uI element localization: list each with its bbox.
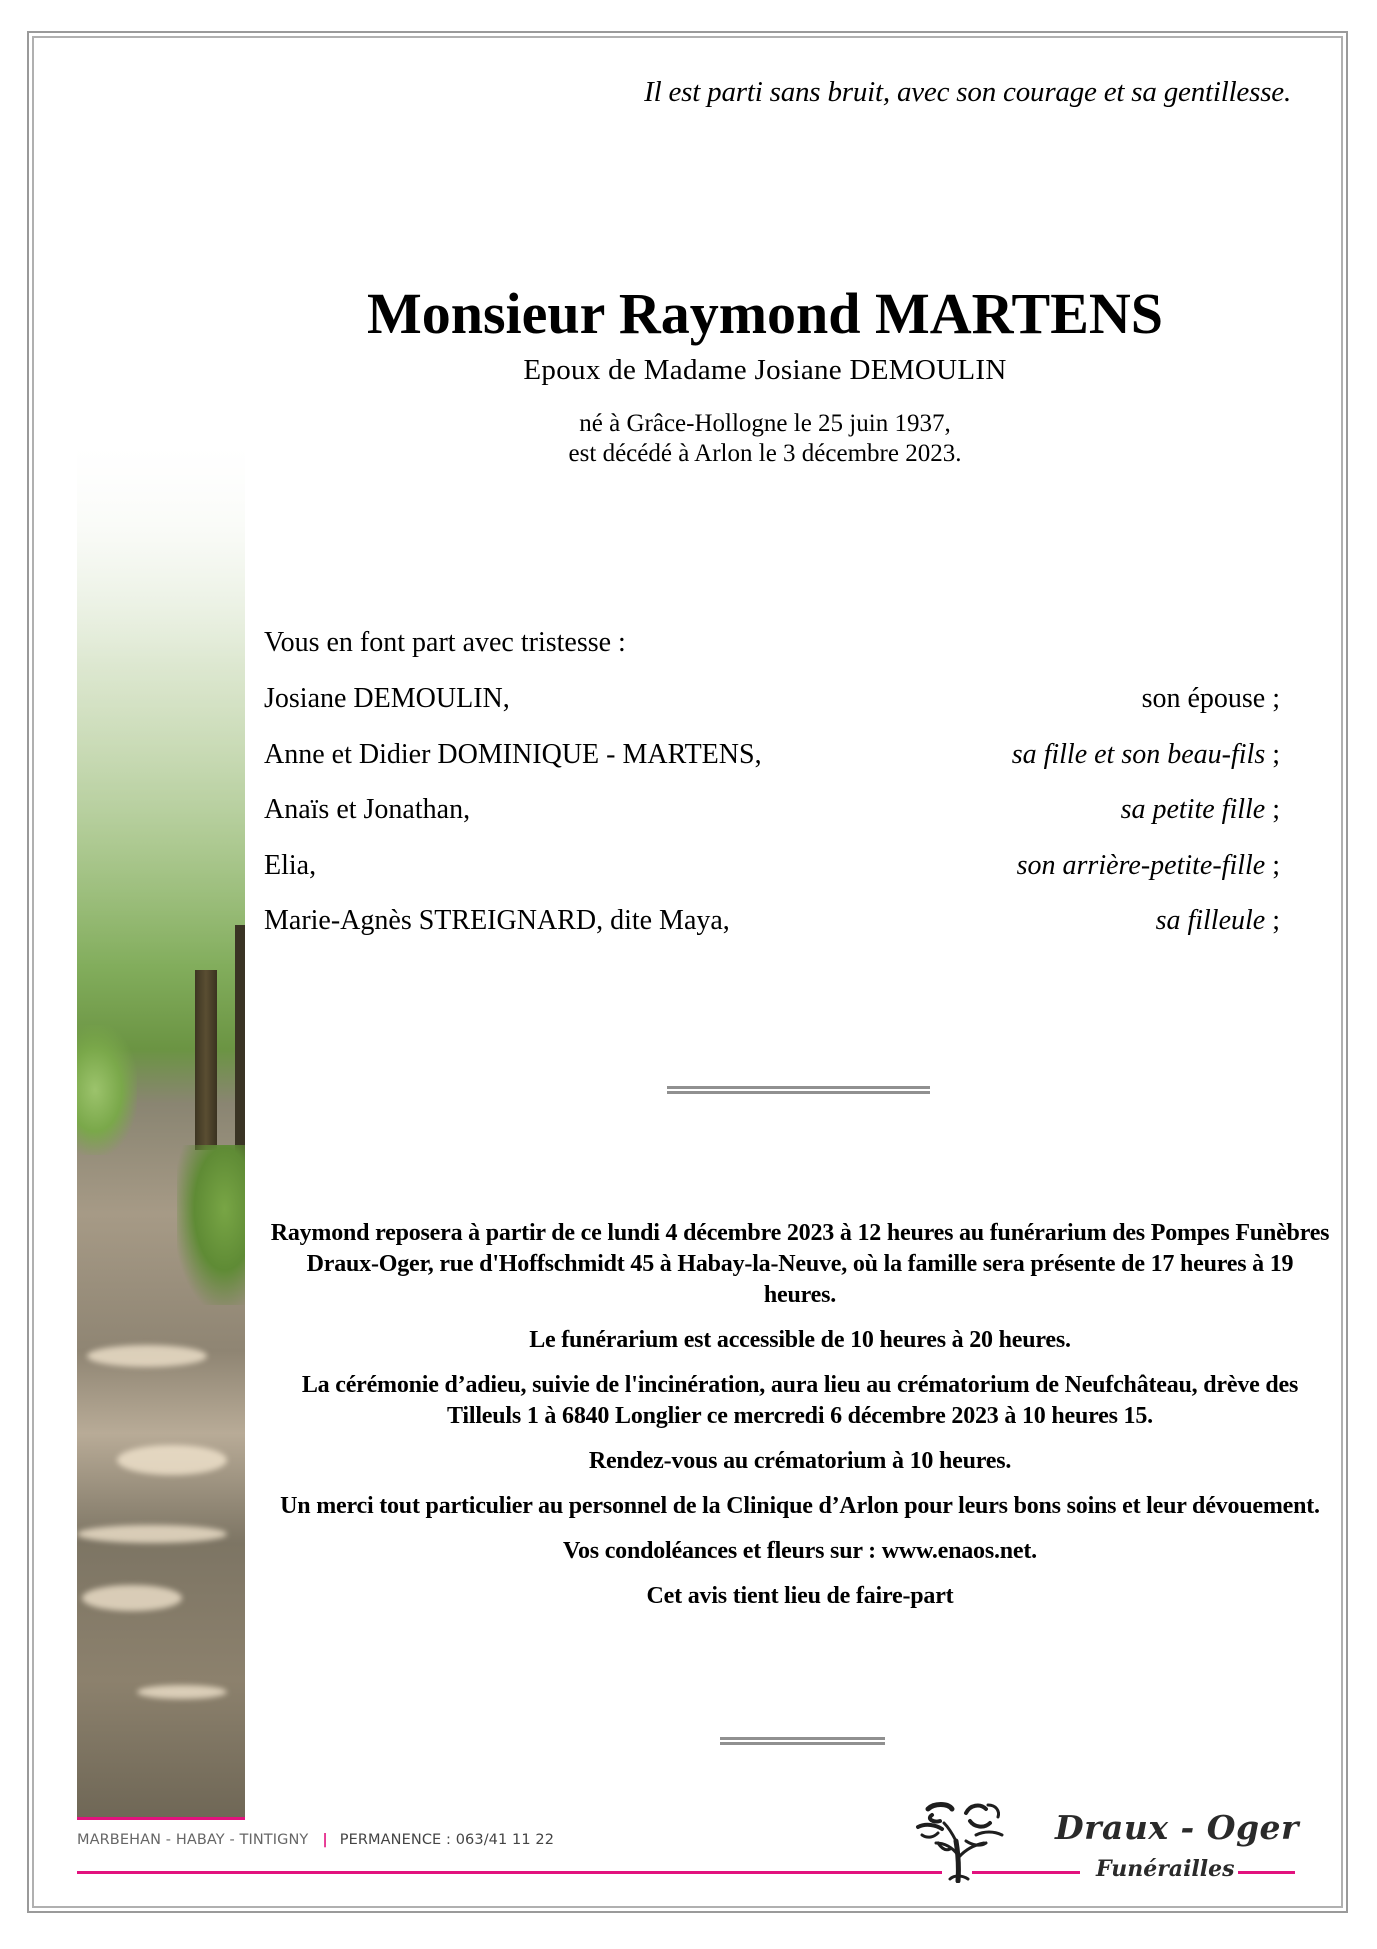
member-relation: sa fille et son beau-fils ; bbox=[1011, 738, 1280, 770]
member-relation: son épouse ; bbox=[1141, 683, 1280, 714]
death-line: est décédé à Arlon le 3 décembre 2023. bbox=[568, 440, 962, 467]
info-funerarium-hours: Le funérarium est accessible de 10 heures à 20 heures. bbox=[529, 1327, 1071, 1353]
info-condolences: Vos condoléances et fleurs sur : www.enaos.net. bbox=[563, 1538, 1037, 1564]
info-notice: Cet avis tient lieu de faire-part bbox=[646, 1583, 954, 1609]
member-relation: sa filleule ; bbox=[1155, 905, 1280, 936]
member-name: Anne et Didier DOMINIQUE - MARTENS, bbox=[264, 738, 762, 770]
family-member bbox=[264, 737, 1280, 793]
photo-light-patch bbox=[87, 1345, 207, 1367]
birth-line: né à Grâce-Hollogne le 25 juin 1937, bbox=[579, 410, 951, 437]
footer-pipe: | bbox=[322, 1832, 328, 1848]
epitaph-quote: Il est parti sans bruit, avec son courage et sa gentillesse. bbox=[644, 76, 1291, 108]
info-thanks: Un merci tout particulier au personnel de la Clinique d’Arlon pour leurs bons soins et leur dévouement. bbox=[280, 1493, 1320, 1519]
member-relation: sa petite fille ; bbox=[1120, 794, 1280, 825]
family-member bbox=[264, 681, 1280, 737]
double-line-divider bbox=[720, 1737, 885, 1745]
family-intro: Vous en font part avec tristesse : bbox=[264, 627, 626, 658]
footer-contact bbox=[77, 1832, 554, 1848]
footer-permanence: PERMANENCE : 063/41 11 22 bbox=[339, 1832, 555, 1848]
photo-foliage-left bbox=[77, 1025, 137, 1155]
footer-accent-line bbox=[1238, 1871, 1295, 1874]
member-name: Anaïs et Jonathan, bbox=[264, 794, 471, 825]
info-meeting: Rendez-vous au crématorium à 10 heures. bbox=[588, 1448, 1012, 1474]
photo-tree-trunk bbox=[195, 970, 217, 1150]
photo-tree-trunk-far bbox=[235, 925, 245, 1165]
tree-icon bbox=[914, 1797, 1008, 1883]
photo-light-patch bbox=[77, 1525, 227, 1543]
footer-locations: MARBEHAN - HABAY - TINTIGNY bbox=[77, 1832, 309, 1848]
photo-foliage-right bbox=[177, 1145, 245, 1305]
brand-tagline: Funérailles bbox=[1096, 1856, 1235, 1882]
info-visitation: Raymond reposera à partir de ce lundi 4 décembre 2023 à 12 heures au funérarium des Pompes Funèbres Draux-Oger, rue d'Hoffschmidt 45 à Habay-la-Neuve, où la famille sera présente de 17 heures à 19 heures. bbox=[270, 1220, 1330, 1308]
spouse-line: Epoux de Madame Josiane DEMOULIN bbox=[523, 354, 1007, 386]
family-member bbox=[264, 848, 1280, 904]
photo-accent-bar bbox=[77, 1817, 245, 1820]
footer-accent-line bbox=[77, 1871, 942, 1874]
deceased-name: Monsieur Raymond MARTENS bbox=[366, 281, 1164, 346]
member-name: Elia, bbox=[264, 849, 317, 881]
family-list bbox=[264, 681, 1280, 959]
photo-light-patch bbox=[117, 1445, 227, 1475]
member-name: Marie-Agnès STREIGNARD, dite Maya, bbox=[264, 905, 730, 936]
photo-light-patch bbox=[82, 1585, 182, 1611]
member-name: Josiane DEMOULIN, bbox=[264, 683, 510, 714]
brand-name: Draux - Oger bbox=[1055, 1808, 1299, 1847]
double-line-divider bbox=[667, 1086, 930, 1094]
family-member bbox=[264, 792, 1280, 848]
family-member bbox=[264, 903, 1280, 959]
photo-light-patch bbox=[137, 1685, 227, 1699]
info-ceremony: La cérémonie d’adieu, suivie de l'incinération, aura lieu au crématorium de Neufchâteau, drève des Tilleuls 1 à 6840 Longlier ce mercredi 6 décembre 2023 à 10 heures 15. bbox=[301, 1372, 1299, 1429]
life-dates bbox=[250, 409, 1280, 469]
funeral-info bbox=[270, 1218, 1330, 1626]
member-relation: son arrière-petite-fille ; bbox=[1016, 849, 1280, 881]
forest-path-photo bbox=[77, 445, 245, 1818]
